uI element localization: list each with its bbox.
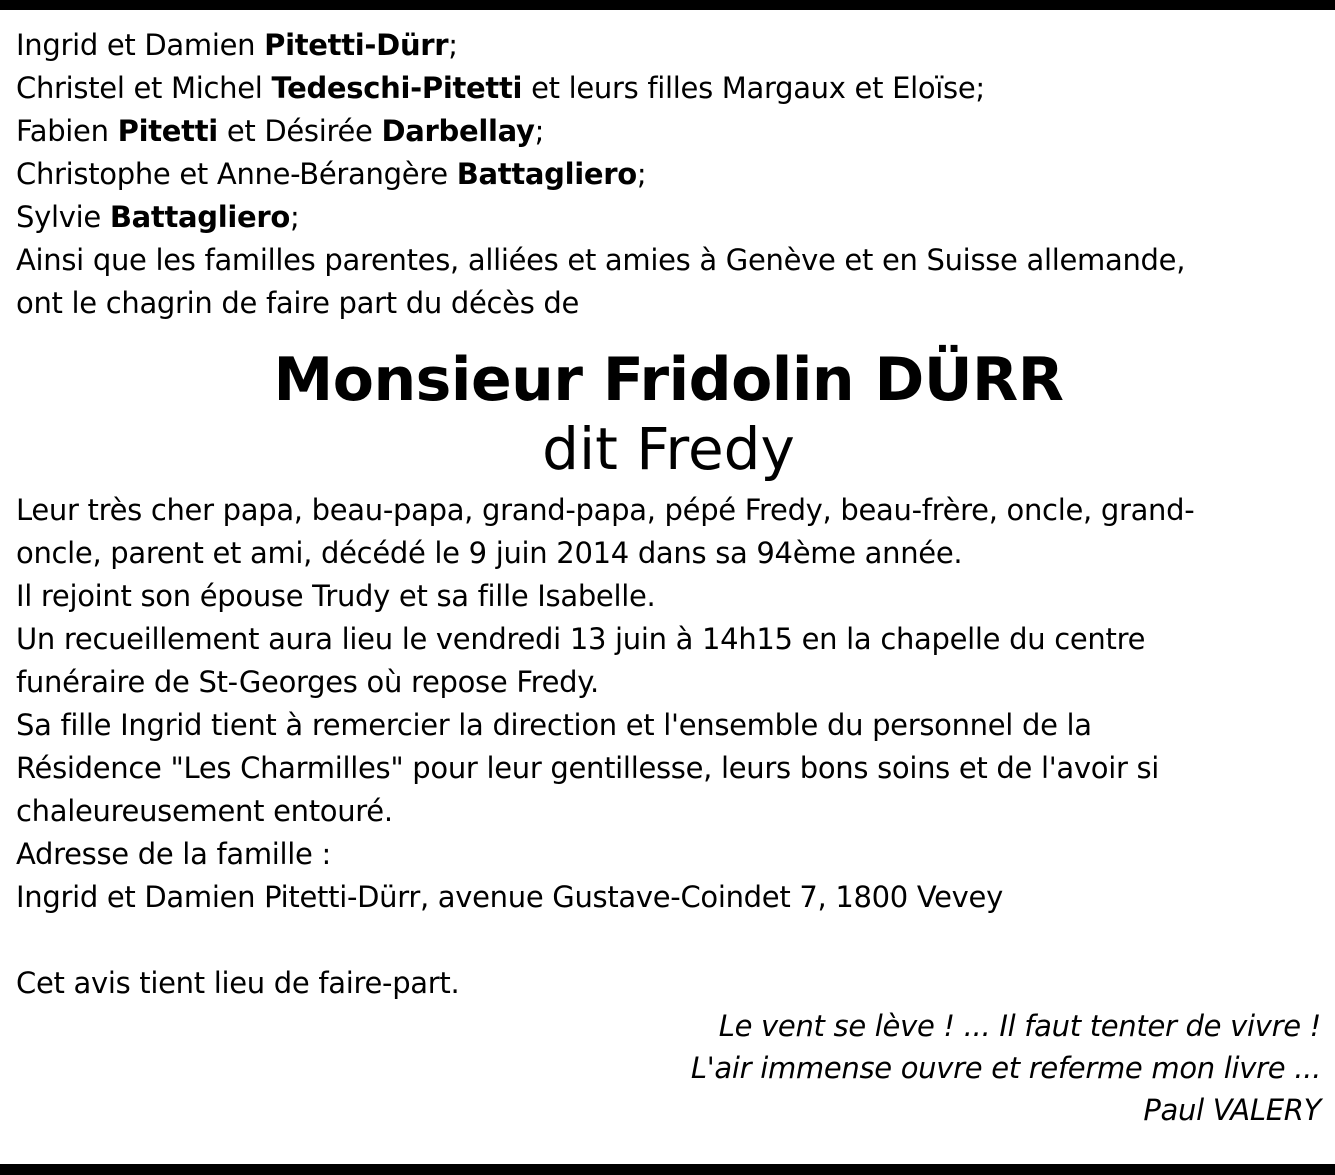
body-line: oncle, parent et ami, décédé le 9 juin 2014 dans sa 94ème année. [16,536,963,570]
family-address: Ingrid et Damien Pitetti-Dürr, avenue Gustave-Coindet 7, 1800 Vevey [16,880,1003,914]
family-surname: Pitetti [117,114,218,148]
body-line: Un recueillement aura lieu le vendredi 13 juin à 14h15 en la chapelle du centre [16,622,1146,656]
quote-author: Paul VALERY [1143,1093,1321,1127]
family-surname: Battagliero [109,200,291,234]
bottom-border-rule [0,1164,1335,1175]
family-surname: Tedeschi-Pitetti [271,71,523,105]
body-line: Il rejoint son épouse Trudy et sa fille Isabelle. [16,579,656,613]
body-line: Résidence "Les Charmilles" pour leur gentillesse, leurs bons soins et de l'avoir si [16,751,1160,785]
body-line: Sa fille Ingrid tient à remercier la direction et l'ensemble du personnel de la [16,708,1092,742]
family-surname: Battagliero [456,157,637,191]
quote-line: Le vent se lève ! ... Il faut tenter de vivre ! [718,1009,1321,1043]
deceased-nickname: dit Fredy [542,415,795,483]
body-line: chaleureusement entouré. [16,794,393,828]
body-line: funéraire de St-Georges où repose Fredy. [16,665,599,699]
spacer [16,919,1321,962]
family-address-label: Adresse de la famille : [16,837,331,871]
quote-line: L'air immense ouvre et referme mon livre ... [690,1051,1321,1085]
family-line: Christel et Michel Tedeschi-Pitetti et leurs filles Margaux et Eloïse; [16,71,985,105]
family-surname: Darbellay [381,114,535,148]
obituary-notice [16,24,1321,1131]
deceased-name: Monsieur Fridolin DÜRR [273,345,1064,415]
top-border-rule [0,0,1335,10]
family-line: Sylvie Battagliero; [16,200,300,234]
intro-line: Ainsi que les familles parentes, alliées et amies à Genève et en Suisse allemande, [16,243,1186,277]
closing-note: Cet avis tient lieu de faire-part. [16,966,460,1000]
family-line: Ingrid et Damien Pitetti-Dürr; [16,28,458,62]
family-surname: Pitetti-Dürr [264,28,449,62]
family-line: Christophe et Anne-Bérangère Battagliero; [16,157,647,191]
intro-line: ont le chagrin de faire part du décès de [16,286,580,320]
family-line: Fabien Pitetti et Désirée Darbellay; [16,114,545,148]
body-line: Leur très cher papa, beau-papa, grand-papa, pépé Fredy, beau-frère, oncle, grand- [16,493,1195,527]
